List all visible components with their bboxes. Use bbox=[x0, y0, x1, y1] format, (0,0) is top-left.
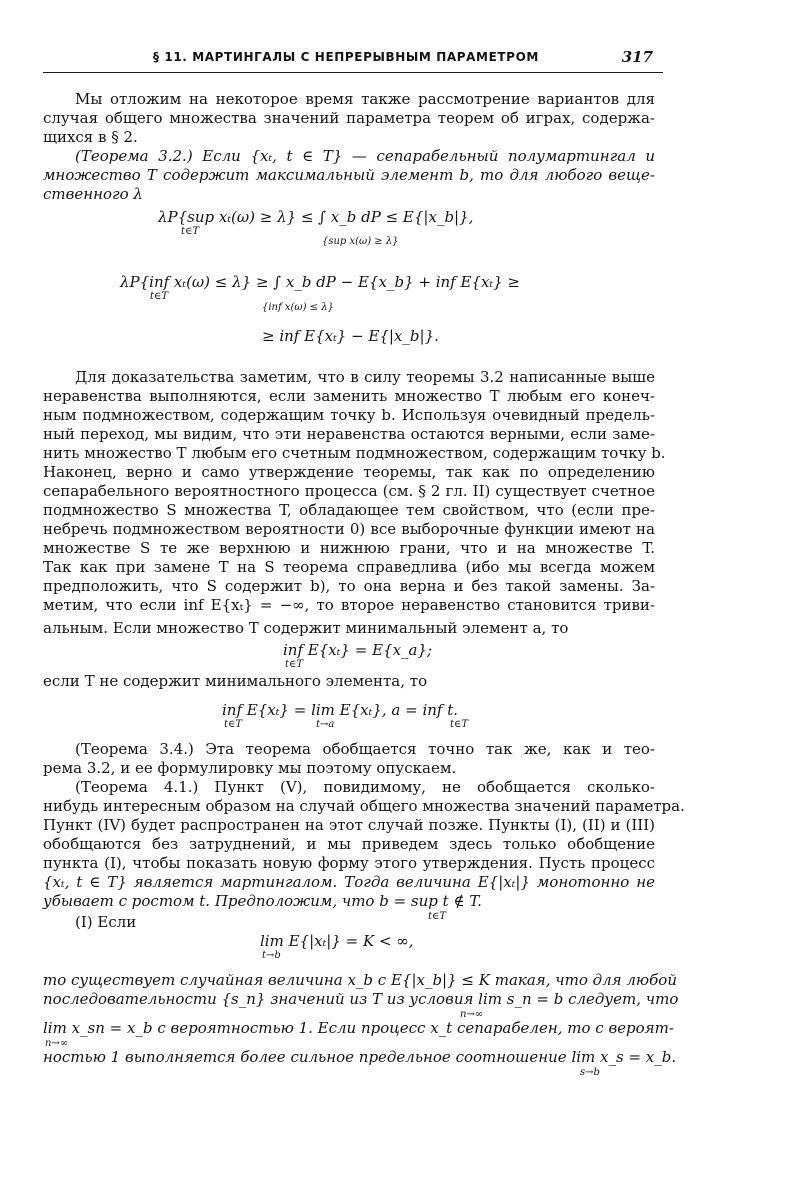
text-line: случая общего множества значений параметра теорем об играх, содержа- bbox=[43, 109, 655, 127]
formula-2: λP{inf xₜ(ω) ≤ λ} ≥ ∫ x_b dP − E{x_b} + inf E{xₜ} ≥ bbox=[120, 273, 520, 291]
integral-domain: {sup x(ω) ≥ λ} bbox=[322, 236, 399, 247]
formula-subscript: t∈T bbox=[181, 226, 200, 237]
text-line: альным. Если множество T содержит минимальный элемент a, то bbox=[43, 619, 569, 637]
formula-subscript: n→∞ bbox=[460, 1009, 484, 1020]
formula-subscript: t∈T bbox=[224, 719, 243, 730]
text-line: ным подмножеством, содержащим точку b. Используя очевидный предель- bbox=[43, 406, 655, 424]
text-line: если T не содержит минимального элемента, то bbox=[43, 672, 428, 690]
formula-subscript: t→b bbox=[262, 950, 281, 961]
formula-subscript: t∈T bbox=[150, 291, 169, 302]
theorem-line: (Теорема 3.2.) Если {xₜ, t ∈ T} — сепарабельный полумартингал и bbox=[75, 147, 655, 165]
text-line: ностью 1 выполняется более сильное предельное соотношение lim x_s = x_b. bbox=[43, 1048, 677, 1066]
text-line: (Теорема 3.4.) Эта теорема обобщается точно так же, как и тео- bbox=[75, 740, 655, 758]
running-header bbox=[43, 42, 663, 73]
text-line: сепарабельного вероятностного процесса (см. § 2 гл. II) существует счетное bbox=[43, 482, 655, 500]
text-line: убывает с ростом t. Предположим, что b = sup t ∉ T. bbox=[43, 892, 482, 910]
text-line: щихся в § 2. bbox=[43, 128, 138, 146]
formula-subscript: t→a bbox=[316, 719, 335, 730]
theorem-line: ственного λ bbox=[43, 185, 143, 203]
formula-subscript: t∈T bbox=[450, 719, 469, 730]
text-line: обобщаются без затруднений, и мы приведем здесь только обобщение bbox=[43, 835, 655, 853]
text-line: Так как при замене T на S теорема справедлива (ибо мы всегда можем bbox=[43, 558, 655, 576]
text-line: последовательности {s_n} значений из T из условия lim s_n = b следует, что bbox=[43, 990, 679, 1008]
formula-subscript: t∈T bbox=[428, 911, 447, 922]
formula-4: inf E{xₜ} = lim E{xₜ}, a = inf t. bbox=[222, 701, 459, 719]
formula-5: lim E{|xₜ|} = K < ∞, bbox=[260, 932, 414, 950]
text-line: Наконец, верно и само утверждение теоремы, так как по определению bbox=[43, 463, 655, 481]
text-line: ный переход, мы видим, что эти неравенства остаются верными, если заме- bbox=[43, 425, 655, 443]
formula-subscript: n→∞ bbox=[45, 1038, 69, 1049]
theorem-line: множество T содержит максимальный элемент b, то для любого веще- bbox=[43, 166, 655, 184]
formula-3: inf E{xₜ} = E{x_a}; bbox=[283, 641, 433, 659]
text-line: множестве S те же верхнюю и нижнюю грани, что и на множестве T. bbox=[43, 539, 655, 557]
text-line: то существует случайная величина x_b с E{|x_b|} ≤ K такая, что для любой bbox=[43, 971, 677, 989]
text-line: нить множество T любым его счетным подмножеством, содержащим точку b. bbox=[43, 444, 666, 462]
formula-2-cont: ≥ inf E{xₜ} − E{|x_b|}. bbox=[262, 327, 439, 345]
text-line: рема 3.2, и ее формулировку мы поэтому опускаем. bbox=[43, 759, 457, 777]
text-line: нибудь интересным образом на случай общего множества значений параметра. bbox=[43, 797, 685, 815]
text-line: Для доказательства заметим, что в силу теоремы 3.2 написанные выше bbox=[75, 368, 655, 386]
text-line: небречь подмножеством вероятности 0) все выборочные функции имеют на bbox=[43, 520, 655, 538]
page-number: 317 bbox=[621, 48, 653, 66]
text-line: метим, что если inf E{xₜ} = −∞, то второе неравенство становится триви- bbox=[43, 596, 655, 614]
text-line: Пункт (IV) будет распространен на этот случай позже. Пункты (I), (II) и (III) bbox=[43, 816, 655, 834]
text-line: lim x_sn = x_b с вероятностью 1. Если процесс x_t сепарабелен, то с вероят- bbox=[43, 1019, 674, 1037]
item-label: (I) Если bbox=[75, 913, 137, 931]
text-line: подмножество S множества T, обладающее тем свойством, что (если пре- bbox=[43, 501, 655, 519]
text-line: Мы отложим на некоторое время также рассмотрение вариантов для bbox=[75, 90, 655, 108]
section-title: § 11. МАРТИНГАЛЫ С НЕПРЕРЫВНЫМ ПАРАМЕТРОМ bbox=[153, 50, 539, 64]
integral-domain: {inf x(ω) ≤ λ} bbox=[262, 302, 334, 313]
formula-subscript: s→b bbox=[580, 1067, 600, 1078]
text-line: неравенства выполняются, если заменить множество T любым его конеч- bbox=[43, 387, 655, 405]
formula-1: λP{sup xₜ(ω) ≥ λ} ≤ ∫ x_b dP ≤ E{|x_b|}, bbox=[158, 208, 474, 226]
text-line: пункта (I), чтобы показать новую форму этого утверждения. Пусть процесс bbox=[43, 854, 655, 872]
text-line: (Теорема 4.1.) Пункт (V), повидимому, не обобщается сколько- bbox=[75, 778, 655, 796]
formula-subscript: t∈T bbox=[285, 659, 304, 670]
text-line: {xₜ, t ∈ T} является мартингалом. Тогда величина E{|xₜ|} монотонно не bbox=[43, 873, 655, 891]
text-line: предположить, что S содержит b), то она верна и без такой замены. За- bbox=[43, 577, 655, 595]
